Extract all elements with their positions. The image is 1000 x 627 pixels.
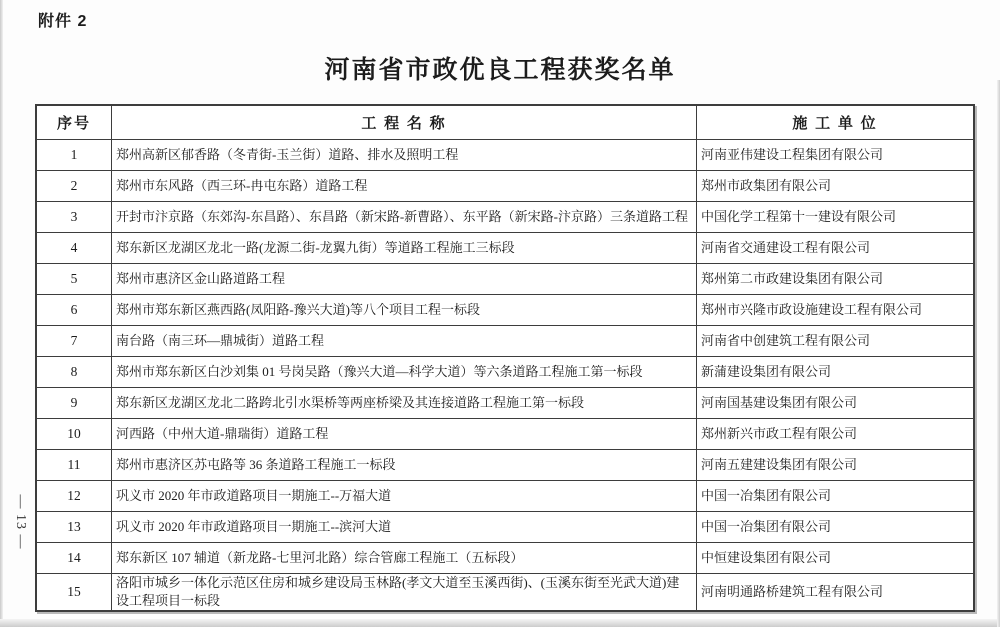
cell-contractor: 郑州新兴市政工程有限公司 [697,419,975,450]
cell-project: 河西路（中州大道-鼎瑞街）道路工程 [112,419,697,450]
table-row [36,543,974,574]
table-row [36,512,974,543]
cell-index: 9 [36,388,112,419]
cell-index: 8 [36,357,112,388]
cell-project: 郑州市东风路（西三环-冉屯东路）道路工程 [112,171,697,202]
cell-project: 洛阳市城乡一体化示范区住房和城乡建设局玉林路(孝文大道至玉溪西街)、(玉溪东街至光武大道)建设工程项目一标段 [112,574,697,612]
header-project-name: 工 程 名 称 [112,105,697,140]
cell-project: 郑州市郑东新区燕西路(凤阳路-豫兴大道)等八个项目工程一标段 [112,295,697,326]
cell-contractor: 中国一冶集团有限公司 [697,481,975,512]
table-row [36,295,974,326]
cell-contractor: 河南亚伟建设工程集团有限公司 [697,140,975,171]
page-title: 河南省市政优良工程获奖名单 [324,56,676,84]
cell-contractor: 河南省交通建设工程有限公司 [697,233,975,264]
table-row [36,233,974,264]
table-row [36,264,974,295]
cell-contractor: 郑州第二市政建设集团有限公司 [697,264,975,295]
cell-contractor: 中恒建设集团有限公司 [697,543,975,574]
cell-index: 13 [36,512,112,543]
cell-project: 巩义市 2020 年市政道路项目一期施工--滨河大道 [112,512,697,543]
cell-index: 11 [36,450,112,481]
scan-edge-left [0,0,3,627]
cell-index: 5 [36,264,112,295]
cell-contractor: 中国化学工程第十一建设有限公司 [697,202,975,233]
cell-contractor: 郑州市兴隆市政设施建设工程有限公司 [697,295,975,326]
cell-index: 4 [36,233,112,264]
cell-project: 郑州市郑东新区白沙刘集 01 号岗吴路（豫兴大道—科学大道）等六条道路工程施工第一标段 [112,357,697,388]
table-row [36,481,974,512]
header-contractor: 施 工 单 位 [697,105,975,140]
scan-edge-bottom [0,619,1000,627]
cell-project: 郑州高新区郁香路（冬青街-玉兰街）道路、排水及照明工程 [112,140,697,171]
header-index: 序号 [36,105,112,140]
awards-table [35,104,975,612]
cell-contractor: 河南国基建设集团有限公司 [697,388,975,419]
table-body [36,140,974,612]
table-row [36,574,974,612]
table-row [36,419,974,450]
cell-project: 郑州市惠济区金山路道路工程 [112,264,697,295]
cell-project: 郑州市惠济区苏屯路等 36 条道路工程施工一标段 [112,450,697,481]
cell-index: 3 [36,202,112,233]
cell-index: 6 [36,295,112,326]
cell-project: 郑东新区 107 辅道（新龙路-七里河北路）综合管廊工程施工（五标段） [112,543,697,574]
cell-index: 1 [36,140,112,171]
cell-index: 14 [36,543,112,574]
table-header-row [36,105,974,140]
cell-project: 南台路（南三环—鼎城街）道路工程 [112,326,697,357]
cell-index: 12 [36,481,112,512]
cell-project: 郑东新区龙湖区龙北二路跨北引水渠桥等两座桥梁及其连接道路工程施工第一标段 [112,388,697,419]
cell-contractor: 新蒲建设集团有限公司 [697,357,975,388]
cell-contractor: 河南省中创建筑工程有限公司 [697,326,975,357]
cell-contractor: 河南五建建设集团有限公司 [697,450,975,481]
table-row [36,326,974,357]
table-row [36,450,974,481]
cell-index: 7 [36,326,112,357]
attachment-label: 附件 2 [38,13,88,30]
cell-project: 开封市汴京路（东郊沟-东昌路）、东昌路（新宋路-新曹路）、东平路（新宋路-汴京路）三条道路工程 [112,202,697,233]
table-row [36,388,974,419]
cell-contractor: 河南明通路桥建筑工程有限公司 [697,574,975,612]
cell-contractor: 郑州市政集团有限公司 [697,171,975,202]
cell-index: 2 [36,171,112,202]
table-row [36,171,974,202]
table-row [36,357,974,388]
cell-contractor: 中国一冶集团有限公司 [697,512,975,543]
cell-index: 10 [36,419,112,450]
cell-project: 郑东新区龙湖区龙北一路(龙源二街-龙翼九街）等道路工程施工三标段 [112,233,697,264]
cell-index: 15 [36,574,112,612]
table-row [36,202,974,233]
cell-project: 巩义市 2020 年市政道路项目一期施工--万福大道 [112,481,697,512]
page-number: — 13 — [13,494,28,550]
table-row [36,140,974,171]
